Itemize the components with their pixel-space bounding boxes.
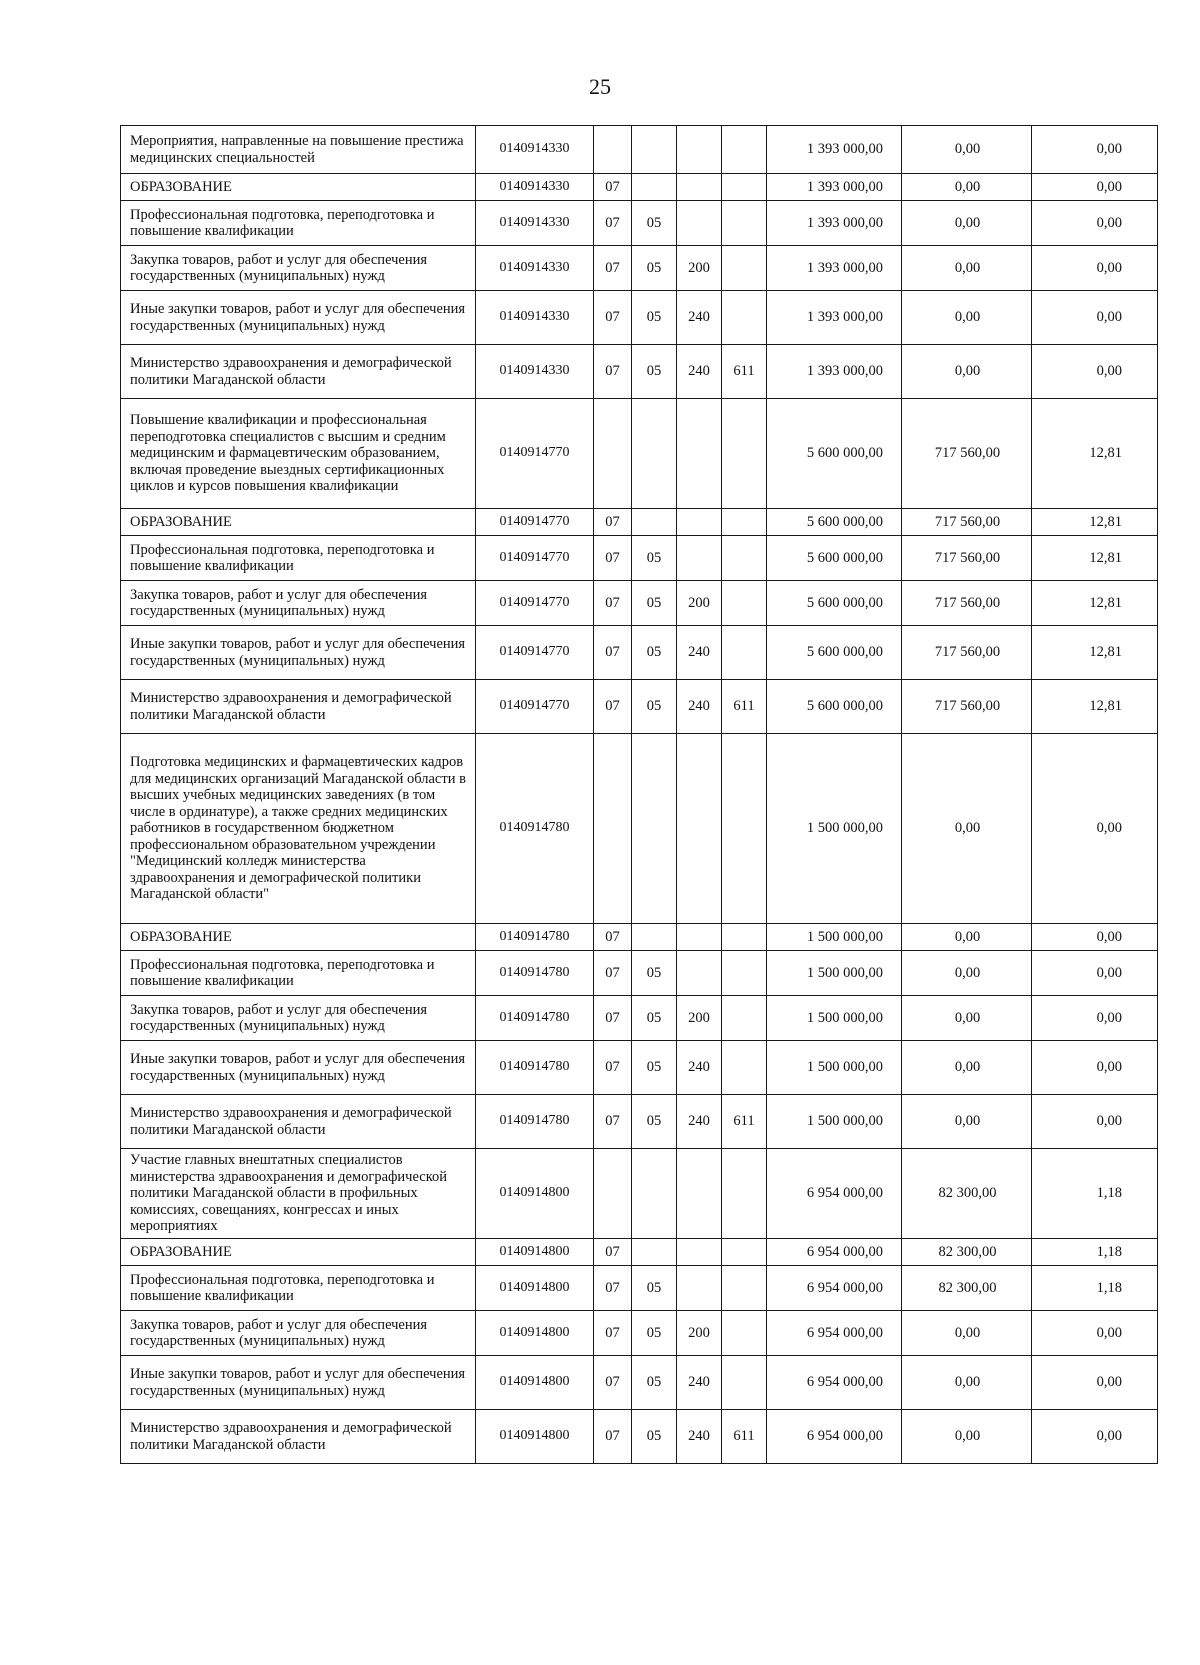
cell-subsection: 05 [632,996,677,1041]
cell-expense-type [677,201,722,246]
cell-target-code: 0140914330 [476,345,594,399]
cell-admin-code [722,1149,767,1239]
table-row [121,1149,1158,1239]
cell-name: ОБРАЗОВАНИЕ [121,509,476,536]
cell-subsection: 05 [632,1095,677,1149]
cell-subsection: 05 [632,291,677,345]
cell-name: Министерство здравоохранения и демографической политики Магаданской области [121,1410,476,1464]
cell-percent: 12,81 [1032,581,1158,626]
cell-expense-type [677,951,722,996]
cell-subsection [632,509,677,536]
cell-admin-code [722,1356,767,1410]
table-row [121,246,1158,291]
cell-expense-type [677,1239,722,1266]
cell-percent: 12,81 [1032,680,1158,734]
cell-executed-amount: 717 560,00 [902,626,1032,680]
cell-target-code: 0140914330 [476,174,594,201]
cell-target-code: 0140914330 [476,126,594,174]
cell-plan-amount: 5 600 000,00 [767,536,902,581]
cell-section: 07 [594,680,632,734]
cell-admin-code: 611 [722,680,767,734]
table-row [121,1095,1158,1149]
cell-subsection [632,1149,677,1239]
cell-percent: 1,18 [1032,1239,1158,1266]
table-row [121,1239,1158,1266]
cell-percent: 0,00 [1032,246,1158,291]
cell-executed-amount: 0,00 [902,996,1032,1041]
cell-target-code: 0140914770 [476,626,594,680]
cell-executed-amount: 0,00 [902,291,1032,345]
cell-executed-amount: 0,00 [902,924,1032,951]
cell-name: Мероприятия, направленные на повышение престижа медицинских специальностей [121,126,476,174]
cell-target-code: 0140914770 [476,581,594,626]
cell-executed-amount: 717 560,00 [902,581,1032,626]
cell-subsection: 05 [632,1041,677,1095]
cell-executed-amount: 0,00 [902,734,1032,924]
cell-executed-amount: 0,00 [902,1410,1032,1464]
cell-executed-amount: 82 300,00 [902,1239,1032,1266]
cell-plan-amount: 6 954 000,00 [767,1239,902,1266]
cell-expense-type: 240 [677,291,722,345]
cell-name: Министерство здравоохранения и демографической политики Магаданской области [121,680,476,734]
cell-subsection: 05 [632,1410,677,1464]
cell-admin-code [722,924,767,951]
budget-table-body [121,126,1158,1464]
cell-admin-code [722,626,767,680]
cell-name: Иные закупки товаров, работ и услуг для обеспечения государственных (муниципальных) нужд [121,291,476,345]
cell-expense-type: 200 [677,246,722,291]
cell-expense-type: 200 [677,581,722,626]
cell-expense-type [677,174,722,201]
table-row [121,924,1158,951]
cell-name: Профессиональная подготовка, переподготовка и повышение квалификации [121,536,476,581]
cell-section: 07 [594,951,632,996]
cell-expense-type [677,1266,722,1311]
cell-target-code: 0140914800 [476,1149,594,1239]
cell-plan-amount: 1 500 000,00 [767,734,902,924]
cell-plan-amount: 5 600 000,00 [767,581,902,626]
cell-target-code: 0140914770 [476,509,594,536]
cell-subsection: 05 [632,1311,677,1356]
cell-subsection [632,924,677,951]
cell-plan-amount: 5 600 000,00 [767,399,902,509]
cell-name: Иные закупки товаров, работ и услуг для обеспечения государственных (муниципальных) нужд [121,626,476,680]
table-row [121,1041,1158,1095]
cell-expense-type [677,1149,722,1239]
cell-expense-type: 240 [677,1041,722,1095]
table-row [121,126,1158,174]
table-row [121,581,1158,626]
cell-executed-amount: 0,00 [902,1041,1032,1095]
cell-admin-code [722,536,767,581]
table-row [121,509,1158,536]
cell-plan-amount: 5 600 000,00 [767,680,902,734]
cell-target-code: 0140914800 [476,1311,594,1356]
cell-target-code: 0140914780 [476,996,594,1041]
cell-executed-amount: 0,00 [902,201,1032,246]
cell-subsection [632,734,677,924]
cell-section: 07 [594,536,632,581]
cell-plan-amount: 1 393 000,00 [767,291,902,345]
cell-expense-type [677,509,722,536]
cell-executed-amount: 0,00 [902,1311,1032,1356]
cell-target-code: 0140914800 [476,1410,594,1464]
cell-section: 07 [594,996,632,1041]
cell-plan-amount: 1 393 000,00 [767,345,902,399]
cell-plan-amount: 6 954 000,00 [767,1356,902,1410]
cell-section: 07 [594,1041,632,1095]
cell-executed-amount: 0,00 [902,174,1032,201]
cell-name: Профессиональная подготовка, переподготовка и повышение квалификации [121,201,476,246]
cell-name: Министерство здравоохранения и демографической политики Магаданской области [121,1095,476,1149]
cell-target-code: 0140914800 [476,1356,594,1410]
cell-executed-amount: 717 560,00 [902,680,1032,734]
cell-percent: 12,81 [1032,399,1158,509]
cell-executed-amount: 82 300,00 [902,1149,1032,1239]
cell-percent: 0,00 [1032,291,1158,345]
cell-percent: 0,00 [1032,1041,1158,1095]
cell-section [594,399,632,509]
cell-expense-type [677,399,722,509]
cell-target-code: 0140914780 [476,1095,594,1149]
cell-plan-amount: 1 393 000,00 [767,174,902,201]
table-row [121,1311,1158,1356]
cell-target-code: 0140914780 [476,924,594,951]
cell-percent: 12,81 [1032,626,1158,680]
cell-admin-code [722,291,767,345]
cell-target-code: 0140914330 [476,246,594,291]
cell-section: 07 [594,1311,632,1356]
cell-admin-code [722,246,767,291]
cell-admin-code: 611 [722,345,767,399]
cell-subsection: 05 [632,536,677,581]
cell-admin-code [722,1041,767,1095]
cell-name: Подготовка медицинских и фармацевтических кадров для медицинских организаций Магаданской области в высших учебных медицинских заведениях (в том числе в ординатуре), а также средних медицинских работников в государственном бюджетном профессиональном образовательном учреждении "Медицинский колледж министерства здравоохранения и демографической политики Магаданской области" [121,734,476,924]
cell-name: Закупка товаров, работ и услуг для обеспечения государственных (муниципальных) нужд [121,996,476,1041]
cell-plan-amount: 5 600 000,00 [767,626,902,680]
cell-expense-type: 240 [677,680,722,734]
cell-admin-code [722,126,767,174]
cell-subsection: 05 [632,345,677,399]
cell-percent: 0,00 [1032,996,1158,1041]
cell-target-code: 0140914780 [476,1041,594,1095]
cell-target-code: 0140914780 [476,734,594,924]
cell-subsection: 05 [632,680,677,734]
cell-expense-type [677,734,722,924]
cell-name: ОБРАЗОВАНИЕ [121,924,476,951]
cell-plan-amount: 1 393 000,00 [767,126,902,174]
cell-admin-code [722,951,767,996]
cell-section: 07 [594,291,632,345]
table-row [121,734,1158,924]
cell-admin-code [722,734,767,924]
cell-expense-type [677,924,722,951]
cell-section: 07 [594,581,632,626]
cell-expense-type: 200 [677,996,722,1041]
cell-name: Иные закупки товаров, работ и услуг для обеспечения государственных (муниципальных) нужд [121,1041,476,1095]
cell-percent: 12,81 [1032,509,1158,536]
cell-executed-amount: 0,00 [902,1356,1032,1410]
cell-admin-code [722,509,767,536]
table-row [121,996,1158,1041]
cell-plan-amount: 1 393 000,00 [767,201,902,246]
cell-section: 07 [594,1356,632,1410]
budget-table [120,125,1158,1464]
table-row [121,1356,1158,1410]
cell-subsection: 05 [632,246,677,291]
cell-section: 07 [594,509,632,536]
cell-subsection: 05 [632,626,677,680]
cell-section: 07 [594,924,632,951]
cell-percent: 0,00 [1032,1311,1158,1356]
cell-subsection: 05 [632,1356,677,1410]
cell-admin-code [722,581,767,626]
cell-subsection [632,126,677,174]
cell-plan-amount: 1 393 000,00 [767,246,902,291]
cell-expense-type: 240 [677,1095,722,1149]
cell-target-code: 0140914800 [476,1239,594,1266]
cell-target-code: 0140914770 [476,536,594,581]
table-row [121,536,1158,581]
cell-target-code: 0140914780 [476,951,594,996]
cell-subsection [632,174,677,201]
cell-admin-code [722,996,767,1041]
table-row [121,680,1158,734]
cell-section [594,1149,632,1239]
cell-name: Закупка товаров, работ и услуг для обеспечения государственных (муниципальных) нужд [121,581,476,626]
table-row [121,345,1158,399]
cell-admin-code [722,1311,767,1356]
cell-executed-amount: 0,00 [902,246,1032,291]
cell-percent: 0,00 [1032,951,1158,996]
cell-name: Закупка товаров, работ и услуг для обеспечения государственных (муниципальных) нужд [121,246,476,291]
cell-executed-amount: 717 560,00 [902,536,1032,581]
cell-plan-amount: 1 500 000,00 [767,924,902,951]
cell-percent: 0,00 [1032,1095,1158,1149]
cell-percent: 12,81 [1032,536,1158,581]
table-row [121,201,1158,246]
cell-expense-type: 200 [677,1311,722,1356]
cell-percent: 0,00 [1032,174,1158,201]
table-row [121,291,1158,345]
cell-percent: 0,00 [1032,734,1158,924]
cell-target-code: 0140914800 [476,1266,594,1311]
cell-section: 07 [594,174,632,201]
cell-section: 07 [594,201,632,246]
cell-name: ОБРАЗОВАНИЕ [121,1239,476,1266]
cell-expense-type: 240 [677,1410,722,1464]
cell-name: Профессиональная подготовка, переподготовка и повышение квалификации [121,951,476,996]
cell-admin-code [722,1266,767,1311]
cell-section [594,126,632,174]
cell-plan-amount: 1 500 000,00 [767,951,902,996]
cell-expense-type [677,536,722,581]
cell-expense-type: 240 [677,1356,722,1410]
cell-section: 07 [594,1239,632,1266]
cell-plan-amount: 6 954 000,00 [767,1311,902,1356]
cell-subsection: 05 [632,951,677,996]
cell-percent: 0,00 [1032,201,1158,246]
table-row [121,1266,1158,1311]
cell-name: Министерство здравоохранения и демографической политики Магаданской области [121,345,476,399]
cell-expense-type [677,126,722,174]
cell-admin-code [722,174,767,201]
cell-subsection: 05 [632,581,677,626]
cell-plan-amount: 5 600 000,00 [767,509,902,536]
cell-plan-amount: 6 954 000,00 [767,1149,902,1239]
cell-percent: 1,18 [1032,1149,1158,1239]
table-row [121,951,1158,996]
cell-section: 07 [594,1410,632,1464]
cell-executed-amount: 0,00 [902,951,1032,996]
table-row [121,1410,1158,1464]
cell-executed-amount: 0,00 [902,1095,1032,1149]
cell-name: Профессиональная подготовка, переподготовка и повышение квалификации [121,1266,476,1311]
cell-admin-code [722,399,767,509]
cell-executed-amount: 0,00 [902,126,1032,174]
table-row [121,399,1158,509]
cell-subsection: 05 [632,1266,677,1311]
cell-name: Участие главных внештатных специалистов министерства здравоохранения и демографической политики Магаданской области в профильных комиссиях, совещаниях, конгрессах и иных мероприятиях [121,1149,476,1239]
table-row [121,626,1158,680]
cell-name: ОБРАЗОВАНИЕ [121,174,476,201]
cell-executed-amount: 82 300,00 [902,1266,1032,1311]
cell-expense-type: 240 [677,345,722,399]
table-row [121,174,1158,201]
cell-section: 07 [594,345,632,399]
cell-plan-amount: 6 954 000,00 [767,1410,902,1464]
cell-admin-code: 611 [722,1410,767,1464]
cell-percent: 0,00 [1032,924,1158,951]
cell-name: Закупка товаров, работ и услуг для обеспечения государственных (муниципальных) нужд [121,1311,476,1356]
cell-section: 07 [594,1095,632,1149]
cell-target-code: 0140914330 [476,291,594,345]
cell-subsection [632,399,677,509]
cell-plan-amount: 1 500 000,00 [767,996,902,1041]
cell-executed-amount: 717 560,00 [902,509,1032,536]
cell-subsection: 05 [632,201,677,246]
cell-executed-amount: 0,00 [902,345,1032,399]
cell-plan-amount: 6 954 000,00 [767,1266,902,1311]
cell-section: 07 [594,626,632,680]
cell-name: Иные закупки товаров, работ и услуг для обеспечения государственных (муниципальных) нужд [121,1356,476,1410]
page-number: 25 [589,74,611,99]
cell-percent: 0,00 [1032,345,1158,399]
cell-subsection [632,1239,677,1266]
cell-percent: 0,00 [1032,1410,1158,1464]
cell-admin-code [722,1239,767,1266]
cell-name: Повышение квалификации и профессиональная переподготовка специалистов с высшим и средним медицинским и фармацевтическим образованием, включая проведение выездных сертификационных циклов и курсов повышения квалификации [121,399,476,509]
cell-target-code: 0140914770 [476,399,594,509]
cell-section: 07 [594,246,632,291]
cell-plan-amount: 1 500 000,00 [767,1041,902,1095]
cell-percent: 1,18 [1032,1266,1158,1311]
cell-expense-type: 240 [677,626,722,680]
cell-section: 07 [594,1266,632,1311]
cell-admin-code: 611 [722,1095,767,1149]
cell-percent: 0,00 [1032,1356,1158,1410]
cell-executed-amount: 717 560,00 [902,399,1032,509]
cell-target-code: 0140914770 [476,680,594,734]
cell-section [594,734,632,924]
cell-percent: 0,00 [1032,126,1158,174]
cell-plan-amount: 1 500 000,00 [767,1095,902,1149]
cell-admin-code [722,201,767,246]
cell-target-code: 0140914330 [476,201,594,246]
